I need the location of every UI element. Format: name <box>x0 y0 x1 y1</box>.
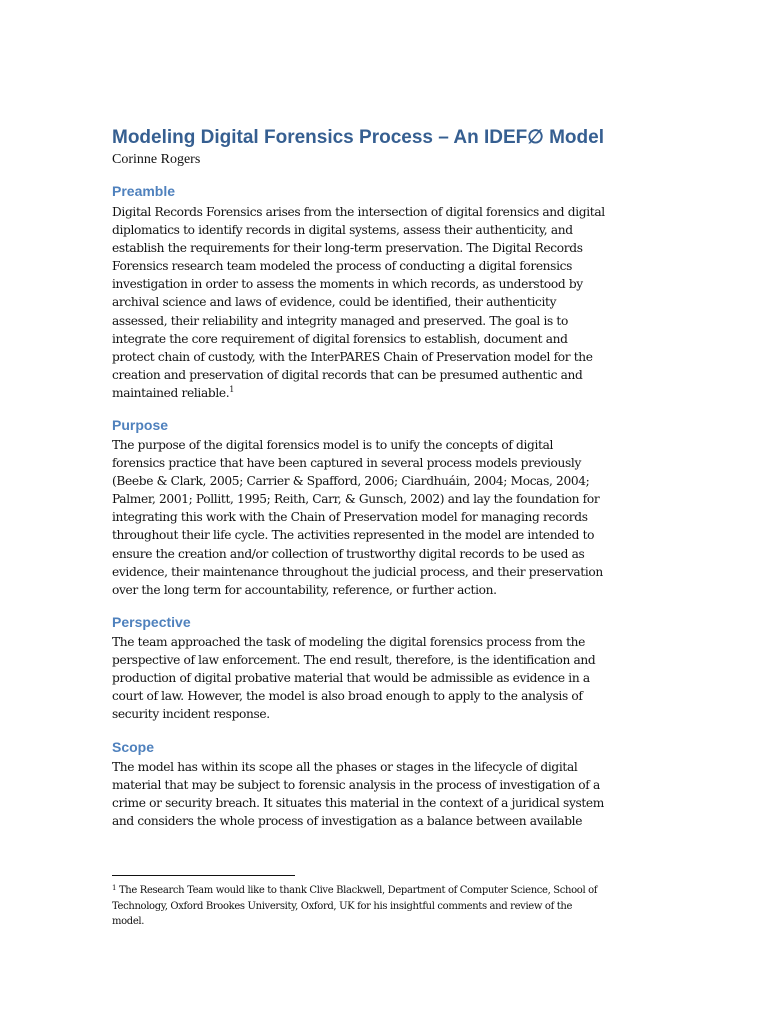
footnote-reference[interactable]: 1 <box>229 384 235 394</box>
text-line: The team approached the task of modeling the digital forensics process from the <box>112 635 586 649</box>
text-line: security incident response. <box>112 707 270 722</box>
text-line: perspective of law enforcement. The end result, therefore, is the identification and <box>112 653 596 668</box>
text-line: integrate the core requirement of digital forensics to establish, document and <box>112 331 568 346</box>
text-line: integrating this work with the Chain of Preservation model for managing records <box>112 510 588 525</box>
text-line: crime or security breach. It situates this material in the context of a juridical system <box>112 796 605 811</box>
text-line: assessed, their reliability and integrity managed and preserved. The goal is to <box>112 313 568 328</box>
section-heading-purpose: Purpose <box>112 417 169 433</box>
paragraph-perspective <box>112 633 657 723</box>
text-line: Digital Records Forensics arises from the intersection of digital forensics and digital <box>112 205 605 219</box>
footnote-line: Technology, Oxford Brookes University, Oxford, UK for his insightful comments and review of the <box>112 900 573 912</box>
text-line: Palmer, 2001; Pollitt, 1995; Reith, Carr, & Gunsch, 2002) and lay the foundation for <box>112 492 600 507</box>
text-line: investigation in order to assess the moments in which records, as understood by <box>112 277 583 292</box>
paragraph-scope <box>112 758 657 830</box>
text-line: and considers the whole process of investigation as a balance between available <box>112 814 583 829</box>
text-line: establish the requirements for their long-term preservation. The Digital Records <box>112 241 583 256</box>
text-line: court of law. However, the model is also broad enough to apply to the analysis of <box>112 689 583 704</box>
text-line: ensure the creation and/or collection of trustworthy digital records to be used as <box>112 546 585 561</box>
footnote <box>112 883 657 930</box>
text-line: material that may be subject to forensic analysis in the process of investigation of a <box>112 778 600 793</box>
author-name: Corinne Rogers <box>112 152 201 167</box>
paragraph-purpose <box>112 436 657 599</box>
footnote-marker: 1 <box>112 884 117 892</box>
footnote-line <box>112 883 657 899</box>
footnote-line: model. <box>112 916 145 927</box>
footnote-line-content: The Research Team would like to thank Clive Blackwell, Department of Computer Science, School of <box>118 885 598 896</box>
text-line: production of digital probative material that would be admissible as evidence in a <box>112 671 590 686</box>
text-line-content: maintained reliable. <box>112 385 230 400</box>
text-line: creation and preservation of digital records that can be presumed authentic and <box>112 367 583 382</box>
text-line: throughout their life cycle. The activities represented in the model are intended to <box>112 528 595 543</box>
section-heading-scope: Scope <box>112 739 155 755</box>
text-line: evidence, their maintenance throughout the judicial process, and their preservation <box>112 564 603 579</box>
text-line: Forensics research team modeled the process of conducting a digital forensics <box>112 259 573 274</box>
paragraph-preamble <box>112 203 657 402</box>
text-line: archival science and laws of evidence, could be identified, their authenticity <box>112 295 557 310</box>
footnote-separator <box>112 875 295 876</box>
section-heading-preamble: Preamble <box>112 183 176 199</box>
text-line: over the long term for accountability, reference, or further action. <box>112 582 497 597</box>
text-line: forensics practice that have been captured in several process models previously <box>112 456 582 471</box>
text-line <box>112 384 657 402</box>
text-line: diplomatics to identify records in digital systems, assess their authenticity, and <box>112 223 573 238</box>
text-line: The model has within its scope all the phases or stages in the lifecycle of digital <box>112 760 578 774</box>
text-line: (Beebe & Clark, 2005; Carrier & Spafford, 2006; Ciardhuáin, 2004; Mocas, 2004; <box>112 474 590 489</box>
text-line: protect chain of custody, with the InterPARES Chain of Preservation model for the <box>112 349 593 364</box>
section-heading-perspective: Perspective <box>112 614 191 630</box>
document-title: Modeling Digital Forensics Process – An IDEF∅ Model <box>112 127 604 148</box>
text-line: The purpose of the digital forensics model is to unify the concepts of digital <box>112 438 554 452</box>
